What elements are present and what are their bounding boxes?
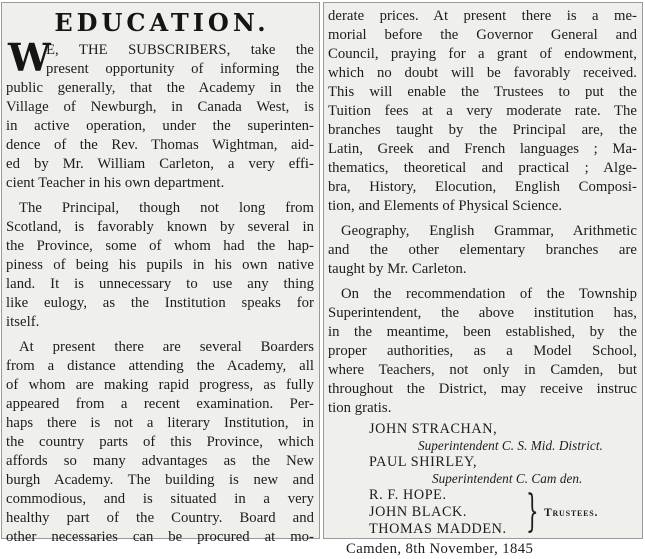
text-line: bra, History, Elocution, English Composi- <box>328 179 637 195</box>
text-line: Council, praying for a grant of endowment, <box>328 46 637 62</box>
text-line: thematics, theoretical and practical ; Alge- <box>328 160 637 176</box>
text-line: The Principal, though not long from <box>19 200 314 216</box>
text-line: derate prices. At present there is a me- <box>328 8 637 24</box>
text-line: of whom are making rapid progress, as fully <box>6 377 314 393</box>
signatory-title: Superintendent C. Cam den. <box>432 471 583 486</box>
text-line: in the meantime, been established, by the <box>328 324 637 340</box>
paragraph-principal <box>6 199 314 332</box>
text-line: like eulogy, as the Institution speaks for <box>6 295 314 311</box>
text-line: from a distance attending the Academy, all <box>6 358 314 374</box>
text-line: burgh Academy. The building is new and <box>6 472 314 488</box>
text-line: taught by Mr. Carleton. <box>328 261 467 277</box>
text-line: At present there are several Boarders <box>19 339 314 355</box>
trustee-name: JOHN BLACK. <box>369 504 468 520</box>
text-line: throughout the District, may receive instruc <box>328 381 637 397</box>
paragraph-elementary <box>328 222 637 279</box>
text-line: affords so many advantages as the New <box>6 453 314 469</box>
text-line: Village of Newburgh, in Canada West, is <box>6 99 314 115</box>
paragraph-intro <box>6 79 314 193</box>
signatory-name: JOHN STRACHAN, <box>369 421 498 437</box>
text-line: tion, and Elements of Physical Science. <box>328 198 563 214</box>
text-line: Superintendent, the above institution has, <box>328 305 637 321</box>
text-line: healthy part of the Country. Board and <box>6 510 314 526</box>
text-line: branches taught by the Principal are, the <box>328 122 637 138</box>
text-line: Geography, English Grammar, Arithmetic <box>341 223 637 239</box>
text-line: tion gratis. <box>328 400 392 416</box>
text-line: Tuition fees at a very moderate rate. The <box>328 103 637 119</box>
text-line: cient Teacher in his own department. <box>6 175 225 191</box>
text-line: other necessaries can be procured at mo- <box>6 529 314 545</box>
drop-cap: W <box>8 35 51 80</box>
text-line: proper authorities, as a Model School, <box>328 343 637 359</box>
trustee-name: R. F. HOPE. <box>369 487 447 503</box>
text-line: appeared from a recent examination. Per- <box>6 396 314 412</box>
trustee-name: THOMAS MADDEN. <box>369 521 507 537</box>
signature-block <box>328 421 637 559</box>
text-line: dence of the Rev. Thomas Wightman, aid- <box>6 137 314 153</box>
signatory-title: Superintendent C. S. Mid. District. <box>418 438 603 453</box>
text-line: itself. <box>6 314 40 330</box>
text-line: piness of being his pupils in his own native <box>6 257 314 273</box>
trustees-label: Trustees. <box>544 507 599 519</box>
right-column <box>323 2 643 557</box>
text-line: haps there is not a literary Institution, in <box>6 415 314 431</box>
paragraph-model-school <box>328 285 637 418</box>
article-headline: EDUCATION. <box>54 8 270 37</box>
text-line: Latin, Greek and French languages ; Ma- <box>328 141 637 157</box>
signatory-name: PAUL SHIRLEY, <box>369 454 478 470</box>
text-line: morial before the Governor General and <box>328 27 637 43</box>
text-line: which no doubt will be favorably received. <box>328 65 637 81</box>
text-line: and the other elementary branches are <box>328 242 637 258</box>
text-line: in active operation, under the superinten- <box>6 118 314 134</box>
opening-lines <box>6 35 314 80</box>
text-line: ed by Mr. William Carleton, a very effi- <box>6 156 314 172</box>
text-line: the country parts of this Province, which <box>6 434 314 450</box>
text-line: where Teachers, not only in Camden, but <box>328 362 637 378</box>
text-line: E, THE SUBSCRIBERS, take the <box>46 42 314 58</box>
text-line: Scotland, is favorably known by several in <box>6 219 314 235</box>
text-line: public generally, that the Academy in the <box>6 80 314 96</box>
text-line: present opportunity of informing the <box>46 61 314 77</box>
paragraph-boarders <box>6 338 314 547</box>
brace-icon: } <box>526 486 539 537</box>
text-line: land. It is unnecessary to use any thing <box>6 276 314 292</box>
paragraph-prices <box>328 7 637 216</box>
text-line: the Province, some of whom had the hap- <box>6 238 314 254</box>
dateline: Camden, 8th November, 1845 <box>346 541 534 557</box>
left-column <box>1 2 320 545</box>
text-line: commodious, and is situated in a very <box>6 491 314 507</box>
trustees-group <box>328 487 637 540</box>
text-line: On the recommendation of the Township <box>341 286 637 302</box>
text-line: This will enable the Trustees to put the <box>328 84 637 100</box>
